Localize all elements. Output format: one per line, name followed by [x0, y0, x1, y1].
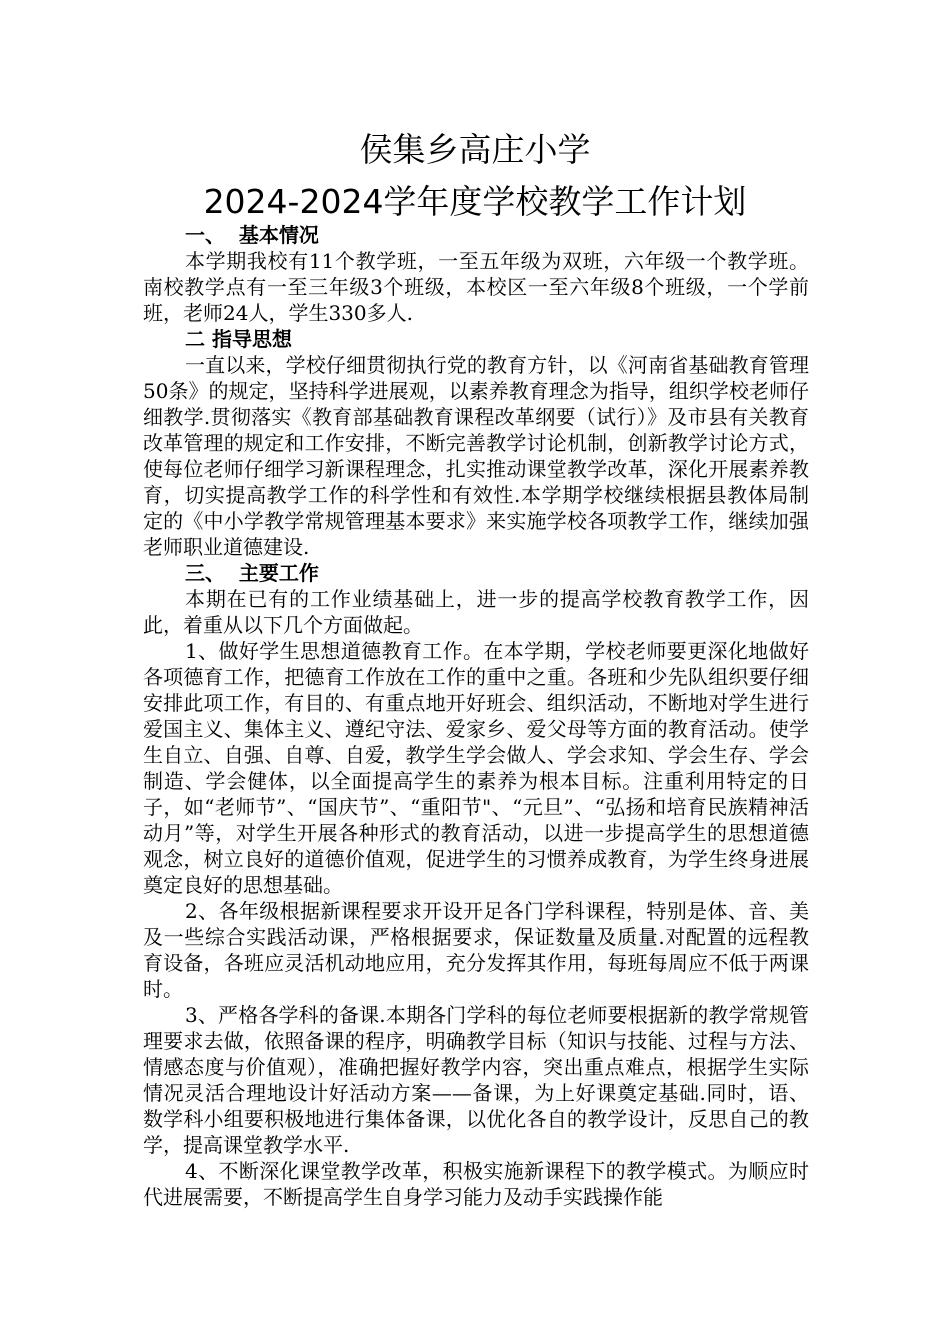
paragraph-main-work-item-1: 1、做好学生思想道德教育工作。在本学期，学校老师要更深化地做好各项德育工作，把德育工作放在工作的重中之重。各班和少先队组织要仔细安排此项工作，有目的、有重点地开好班会、组织活动，不断地对学生进行爱国主义、集体主义、遵纪守法、爱家乡、爱父母等方面的教育活动。使学生自立、自强、自尊、自爱，教学生学会做人、学会求知、学会生存、学会制造、学会健体，以全面提高学生的素养为根本目标。注重利用特定的日子，如“老师节”、“国庆节”、“重阳节"、“元旦”、“弘扬和培育民族精神活动月”等，对学生开展各种形式的教育活动，以进一步提高学生的思想道德观念，树立良好的道德价值观，促进学生的习惯养成教育，为学生终身进展奠定良好的思想基础。 — [143, 639, 809, 897]
paragraph-basic-info: 本学期我校有11个教学班，一至五年级为双班，六年级一个教学班。南校教学点有一至三年级3个班级，本校区一至六年级8个班级，一个学前班，老师24人，学生330多人. — [143, 249, 809, 325]
paragraph-main-work-item-2: 2、各年级根据新课程要求开设开足各门学科课程，特别是体、音、美及一些综合实践活动课，严格根据要求，保证数量及质量.对配置的远程教育设备，各班应灵活机动地应用，充分发挥其作用，每班每周应不低于两课时。 — [143, 899, 809, 1001]
section-heading-basic-info: 一、 基本情况 — [185, 223, 319, 247]
paragraph-guiding-thought: 一直以来，学校仔细贯彻执行党的教育方针，以《河南省基础教育管理50条》的规定，坚持科学进展观，以素养教育理念为指导，组织学校老师仔细教学.贯彻落实《教育部基础教育课程改革纲要（试行）》及市县有关教育改革管理的规定和工作安排，不断完善教学讨论机制，创新教学讨论方式，使每位老师仔细学习新课程理念，扎实推动课堂教学改革，深化开展素养教育，切实提高教学工作的科学性和有效性.本学期学校继续根据县教体局制定的《中小学教学常规管理基本要求》来实施学校各项教学工作，继续加强老师职业道德建设. — [143, 353, 809, 559]
document-title-plan: 2024-2024学年度学校教学工作计划 — [203, 182, 747, 221]
document-title-school: 侯集乡高庄小学 — [359, 130, 591, 169]
paragraph-main-work-item-4: 4、不断深化课堂教学改革，积极实施新课程下的教学模式。为顺应时代进展需要，不断提高学生自身学习能力及动手实践操作能 — [143, 1159, 809, 1209]
paragraph-main-work-intro: 本期在已有的工作业绩基础上，进一步的提高学校教育教学工作，因此，着重从以下几个方面做起。 — [143, 587, 809, 637]
document-body — [143, 222, 809, 1210]
section-heading-main-work: 三、 主要工作 — [185, 561, 319, 585]
paragraph-main-work-item-3: 3、严格各学科的备课.本期各门学科的每位老师要根据新的教学常规管理要求去做，依照备课的程序，明确教学目标（知识与技能、过程与方法、情感态度与价值观），准确把握好教学内容，突出重点难点，根据学生实际情况灵活合理地设计好活动方案——备课，为上好课奠定基础.同时，语、数学科小组要积极地进行集体备课，以优化各自的教学设计，反思自己的教学，提高课堂教学水平. — [143, 1003, 809, 1157]
section-heading-guiding-thought: 二 指导思想 — [185, 327, 292, 351]
